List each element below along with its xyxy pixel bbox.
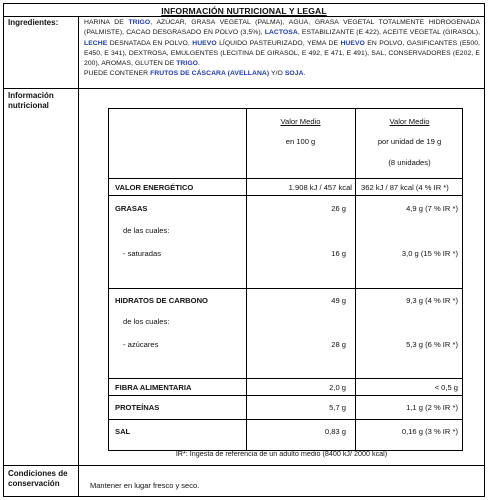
row-protein-100g: 5,7 g bbox=[329, 403, 346, 412]
col2-header: Valor Medio bbox=[389, 117, 430, 126]
row-fat-100g: 26 g bbox=[331, 204, 346, 213]
ingredient-text: PUEDE CONTENER bbox=[84, 70, 151, 78]
row-protein-unit: 1,1 g (2 % IR *) bbox=[406, 403, 458, 412]
conservation-text: Mantener en lugar fresco y seco. bbox=[90, 481, 200, 490]
row-salt-unit: 0,16 g (3 % IR *) bbox=[401, 427, 458, 436]
ingredient-text: Y/O bbox=[269, 70, 285, 78]
col2-subheader-units: (8 unidades) bbox=[388, 158, 431, 167]
ingredients-text bbox=[84, 18, 480, 80]
ir-footnote: IR*: Ingesta de referencia de un adulto medio (8400 kJ/ 2000 kcal) bbox=[175, 449, 388, 458]
allergen-text: SOJA bbox=[284, 70, 304, 78]
ingredient-text: HARINA DE bbox=[84, 19, 129, 26]
row-sugars-100g: 28 g bbox=[331, 340, 346, 349]
row-salt-name: SAL bbox=[115, 427, 131, 436]
row-energy-unit: 362 kJ / 87 kcal (4 % IR *) bbox=[361, 183, 449, 192]
table-row-divider bbox=[109, 195, 462, 196]
row-fiber-name: FIBRA ALIMENTARIA bbox=[115, 383, 192, 392]
nutrition-label bbox=[8, 91, 54, 111]
table-row-divider bbox=[109, 288, 462, 289]
ingredient-text: EN POLVO, GASIFICANTES (E500, E450, E 341), DEXTROSA, EMULGENTES (LECITINA DE GIRASOL, E 492, E 471, E 491), SAL, CONSERVADORES (E202, E 200), AROMAS, GLUTEN DE bbox=[84, 39, 480, 68]
row-fat-of-which: de las cuales: bbox=[123, 226, 170, 235]
allergen-text: LECHE bbox=[84, 39, 108, 47]
table-row-divider bbox=[109, 178, 462, 179]
allergen-text: HUEVO bbox=[340, 39, 365, 47]
row-carbs-of-which: de los cuales: bbox=[123, 317, 170, 326]
allergen-text: FRUTOS DE CÁSCARA (AVELLANA) bbox=[150, 70, 270, 78]
title-divider bbox=[4, 16, 484, 17]
ingredient-text: DESNATADA EN POLVO, bbox=[107, 39, 193, 47]
table-row-divider bbox=[109, 419, 462, 420]
nutrition-divider bbox=[4, 465, 484, 466]
table-row-divider bbox=[109, 395, 462, 396]
label-column-divider bbox=[78, 16, 79, 496]
conservation-label-line1: Condiciones de bbox=[8, 469, 68, 478]
nutrition-table bbox=[108, 108, 463, 451]
row-saturated-100g: 16 g bbox=[331, 249, 346, 258]
row-protein-name: PROTEÍNAS bbox=[115, 403, 160, 412]
row-sugars-unit: 5,3 g (6 % IR *) bbox=[406, 340, 458, 349]
ingredient-text: . bbox=[303, 70, 306, 78]
allergen-text: LACTOSA bbox=[264, 29, 298, 37]
col1-header: Valor Medio bbox=[280, 117, 321, 126]
nutrition-label-line2: nutricional bbox=[8, 101, 49, 110]
ingredient-text: , AZÚCAR, GRASA VEGETAL (PALMA), AGUA, GRASA VEGETAL TOTALMENTE HIDROGENADA (PALMISTE), CACAO DESGRASADO EN POLVO (3,5%), bbox=[84, 19, 480, 37]
row-carbs-unit: 9,3 g (4 % IR *) bbox=[406, 296, 458, 305]
row-saturated-unit: 3,0 g (15 % IR *) bbox=[401, 249, 458, 258]
row-carbs-name: HIDRATOS DE CARBONO bbox=[115, 296, 208, 305]
ingredients-divider bbox=[4, 88, 484, 89]
row-fiber-100g: 2,0 g bbox=[329, 383, 346, 392]
col2-subheader: por unidad de 19 g bbox=[377, 137, 442, 146]
conservation-label-line2: conservación bbox=[8, 479, 60, 488]
row-fat-name: GRASAS bbox=[115, 204, 148, 213]
row-carbs-100g: 49 g bbox=[331, 296, 346, 305]
sheet-title: INFORMACIÓN NUTRICIONAL Y LEGAL bbox=[161, 6, 327, 16]
row-saturated-name: - saturadas bbox=[123, 249, 161, 258]
row-fiber-unit: < 0,5 g bbox=[434, 383, 458, 392]
table-row-divider bbox=[109, 378, 462, 379]
row-sugars-name: - azúcares bbox=[123, 340, 159, 349]
row-energy-name: VALOR ENERGÉTICO bbox=[115, 183, 194, 192]
nutrition-label-line1: Información bbox=[8, 91, 54, 100]
table-col-divider-1 bbox=[246, 109, 247, 450]
ingredient-text: , ESTABILIZANTE (E 422), ACEITE VEGETAL (GIRASOL), bbox=[297, 29, 481, 37]
ingredient-text: LÍQUIDO PASTEURIZADO, YEMA DE bbox=[216, 39, 341, 47]
conservation-label bbox=[8, 469, 68, 489]
row-energy-100g: 1.908 kJ / 457 kcal bbox=[288, 183, 352, 192]
allergen-text: TRIGO bbox=[176, 60, 199, 68]
row-fat-unit: 4,9 g (7 % IR *) bbox=[406, 204, 458, 213]
allergen-text: HUEVO bbox=[192, 39, 217, 47]
col1-subheader: en 100 g bbox=[285, 137, 316, 146]
ingredients-label: Ingredientes: bbox=[8, 18, 59, 27]
ingredient-text: . bbox=[198, 60, 200, 68]
allergen-text: TRIGO bbox=[128, 19, 151, 26]
row-salt-100g: 0,83 g bbox=[324, 427, 346, 436]
nutrition-legal-sheet bbox=[3, 3, 485, 497]
